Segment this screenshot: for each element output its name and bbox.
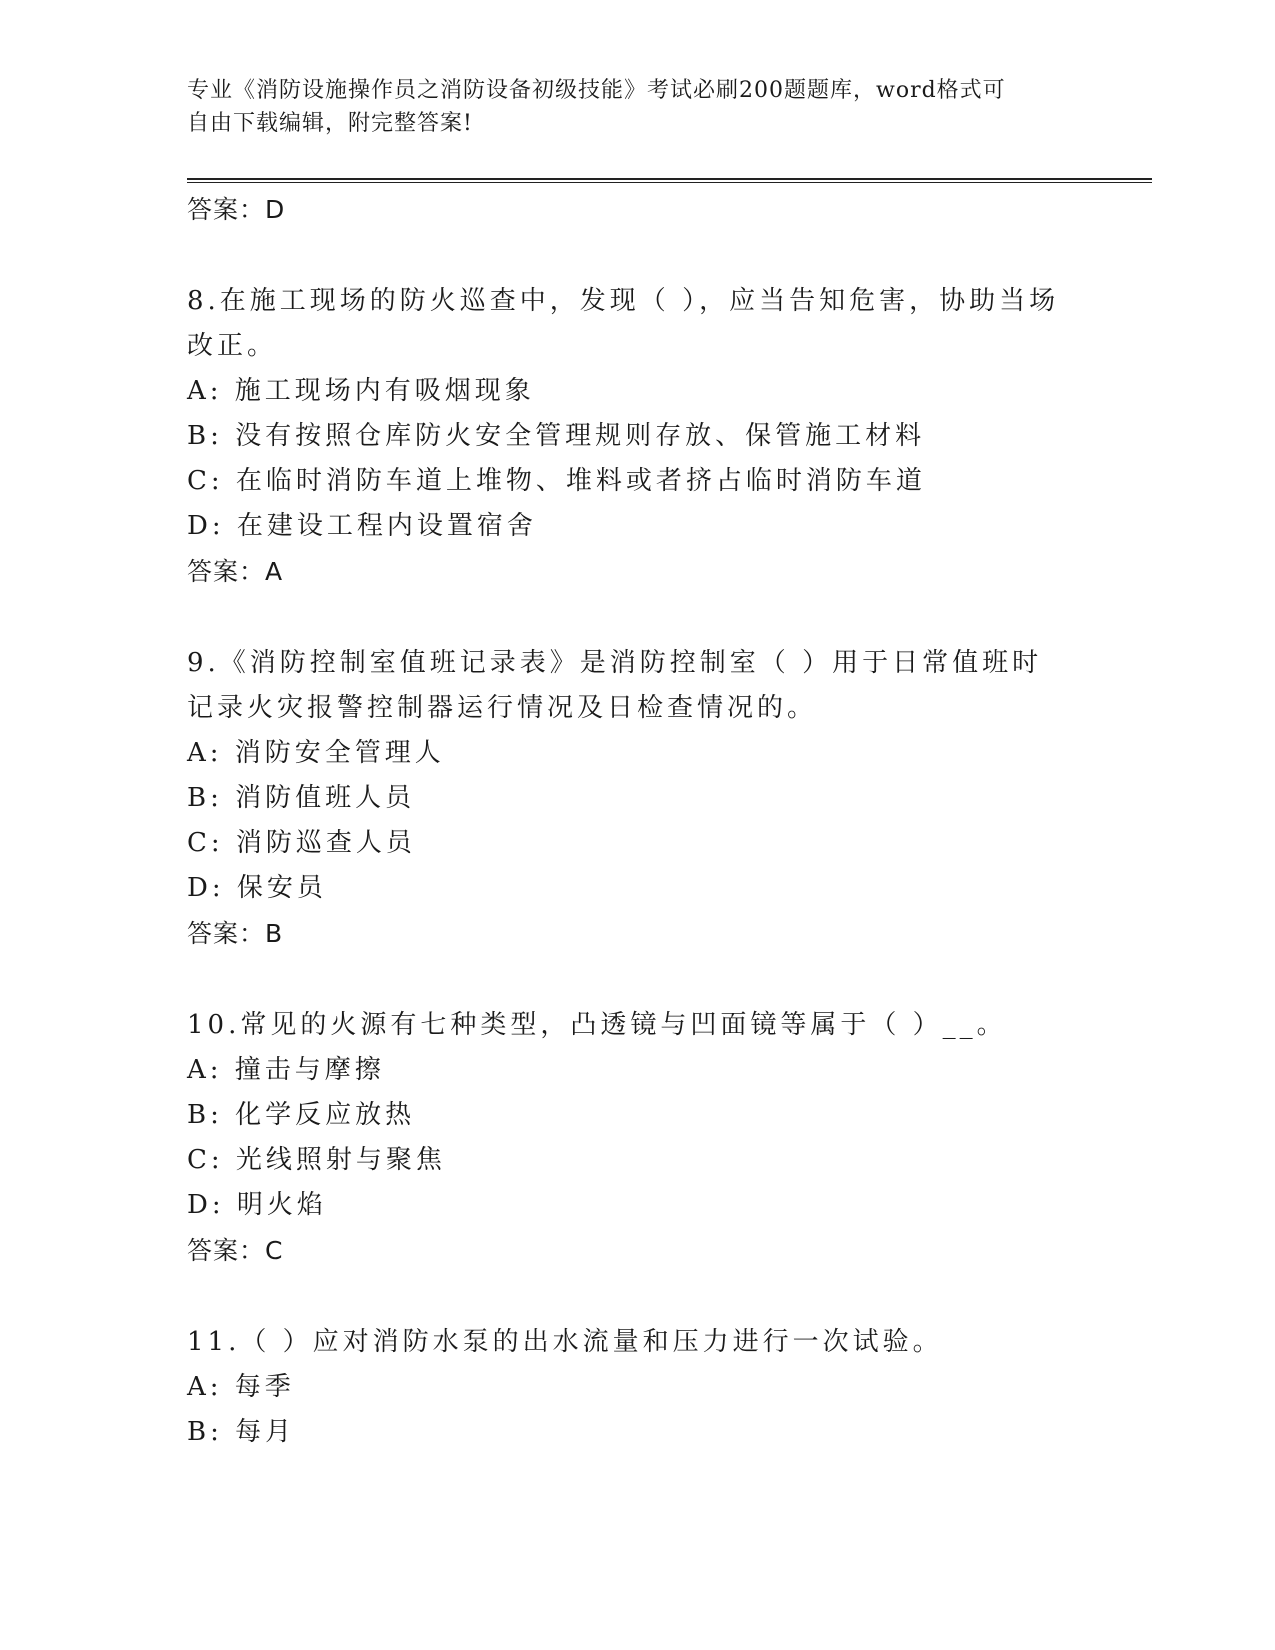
question-10-option-b: B: 化学反应放热	[187, 1100, 416, 1130]
question-10-option-c: C: 光线照射与聚焦	[187, 1145, 446, 1175]
question-10-option-a: A: 撞击与摩擦	[187, 1055, 385, 1085]
header-divider-thick	[187, 178, 1152, 180]
spacer	[187, 594, 1067, 641]
document-header	[187, 74, 1067, 140]
question-8-option-c: C: 在临时消防车道上堆物、堆料或者挤占临时消防车道	[187, 466, 926, 496]
question-8-answer: 答案：A	[187, 557, 284, 586]
question-9-stem: 9.《消防控制室值班记录表》是消防控制室（ ）用于日常值班时记录火灾报警控制器运行情况及日检查情况的。	[187, 648, 1043, 723]
question-10-option-d: D: 明火焰	[187, 1190, 327, 1220]
question-8	[187, 279, 1067, 594]
question-8-option-b: B: 没有按照仓库防火安全管理规则存放、保管施工材料	[187, 421, 926, 451]
header-divider-thin	[187, 182, 1152, 183]
question-11-stem: 11.（ ）应对消防水泵的出水流量和压力进行一次试验。	[187, 1327, 943, 1357]
header-line-2: 自由下载编辑，附完整答案!	[187, 111, 473, 136]
question-11-option-b: B: 每月	[187, 1417, 296, 1447]
question-9-option-a: A: 消防安全管理人	[187, 738, 445, 768]
question-10-stem: 10.常见的火源有七种类型，凸透镜与凹面镜等属于（ ）__。	[187, 1010, 1007, 1040]
question-11-option-a: A: 每季	[187, 1372, 295, 1402]
question-8-stem: 8.在施工现场的防火巡查中，发现（ ），应当告知危害，协助当场改正。	[187, 286, 1060, 361]
question-9-option-d: D: 保安员	[187, 873, 327, 903]
answer-previous: 答案：D	[187, 195, 286, 224]
question-9-answer: 答案：B	[187, 919, 284, 948]
question-11	[187, 1320, 1067, 1455]
question-10-answer: 答案：C	[187, 1236, 284, 1265]
header-line-1: 专业《消防设施操作员之消防设备初级技能》考试必刷200题题库，word格式可	[187, 78, 1006, 103]
spacer	[187, 232, 1067, 279]
spacer	[187, 1273, 1067, 1320]
question-9-option-c: C: 消防巡查人员	[187, 828, 416, 858]
question-10	[187, 1003, 1067, 1273]
question-8-option-a: A: 施工现场内有吸烟现象	[187, 376, 535, 406]
question-9	[187, 641, 1067, 956]
spacer	[187, 956, 1067, 1003]
question-list	[187, 187, 1067, 1455]
question-9-option-b: B: 消防值班人员	[187, 783, 416, 813]
question-8-option-d: D: 在建设工程内设置宿舍	[187, 511, 537, 541]
